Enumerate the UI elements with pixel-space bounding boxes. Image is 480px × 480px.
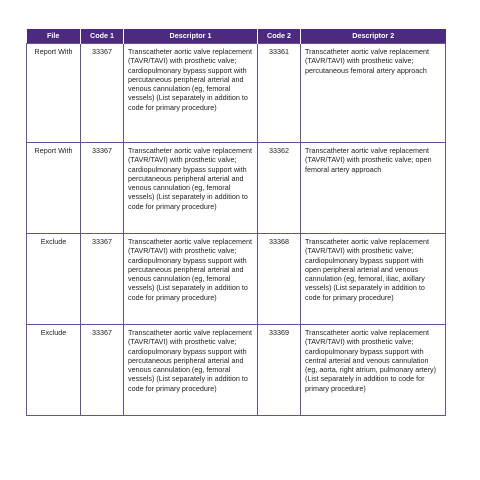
cell-file: Exclude: [27, 325, 81, 416]
cell-code2: 33368: [258, 234, 301, 325]
cell-code2: 33362: [258, 143, 301, 234]
header-code1: Code 1: [81, 29, 124, 44]
cell-descriptor2: Transcatheter aortic valve replacement (TAVR/TAVI) with prosthetic valve; open femoral artery approach: [301, 143, 446, 234]
header-file: File: [27, 29, 81, 44]
cell-descriptor1: Transcatheter aortic valve replacement (TAVR/TAVI) with prosthetic valve; cardiopulmonary bypass support with percutaneous peripheral arterial and venous cannulation (eg, femoral vessels) (List separately in addition to code for primary procedure): [124, 143, 258, 234]
cell-file: Report With: [27, 44, 81, 143]
cell-file: Exclude: [27, 234, 81, 325]
table-row: [27, 325, 446, 416]
cell-descriptor1: Transcatheter aortic valve replacement (TAVR/TAVI) with prosthetic valve; cardiopulmonary bypass support with percutaneous peripheral arterial and venous cannulation (eg, femoral vessels) (List separately in addition to code for primary procedure): [124, 325, 258, 416]
code-pair-table: [26, 29, 446, 416]
cell-code1: 33367: [81, 143, 124, 234]
table-row: [27, 143, 446, 234]
table-row: [27, 44, 446, 143]
cell-descriptor2: Transcatheter aortic valve replacement (TAVR/TAVI) with prosthetic valve; cardiopulmonary bypass support with open peripheral arterial and venous cannulation (eg, femoral, iliac, axillary vessels) (List separately in addition to code for primary procedure): [301, 234, 446, 325]
table-body: [27, 44, 446, 416]
table-row: [27, 234, 446, 325]
cell-code1: 33367: [81, 234, 124, 325]
header-descriptor2: Descriptor 2: [301, 29, 446, 44]
header-code2: Code 2: [258, 29, 301, 44]
header-descriptor1: Descriptor 1: [124, 29, 258, 44]
cell-descriptor1: Transcatheter aortic valve replacement (TAVR/TAVI) with prosthetic valve; cardiopulmonary bypass support with percutaneous peripheral arterial and venous cannulation (eg, femoral vessels) (List separately in addition to code for primary procedure): [124, 44, 258, 143]
cell-code2: 33361: [258, 44, 301, 143]
cell-code2: 33369: [258, 325, 301, 416]
cell-descriptor1: Transcatheter aortic valve replacement (TAVR/TAVI) with prosthetic valve; cardiopulmonary bypass support with percutaneous peripheral arterial and venous cannulation (eg, femoral vessels) (List separately in addition to code for primary procedure): [124, 234, 258, 325]
cell-file: Report With: [27, 143, 81, 234]
header-row: [27, 29, 446, 44]
cell-code1: 33367: [81, 44, 124, 143]
cell-descriptor2: Transcatheter aortic valve replacement (TAVR/TAVI) with prosthetic valve; percutaneous femoral artery approach: [301, 44, 446, 143]
cell-code1: 33367: [81, 325, 124, 416]
cell-descriptor2: Transcatheter aortic valve replacement (TAVR/TAVI) with prosthetic valve; cardiopulmonary bypass support with central arterial and venous cannulation (eg, aorta, right atrium, pulmonary artery) (List separately in addition to code for primary procedure): [301, 325, 446, 416]
table-header: [27, 29, 446, 44]
